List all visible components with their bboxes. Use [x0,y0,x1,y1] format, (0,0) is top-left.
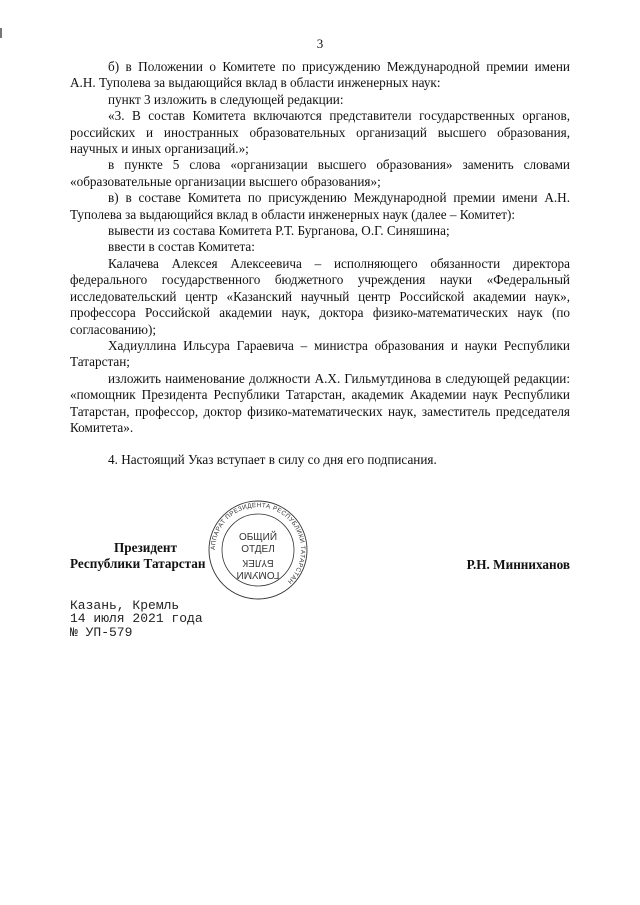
stamp-line-4: БҮЛЕК [242,557,274,568]
paragraph-khadiullin: Хадиуллина Ильсура Гараевича – министра образования и науки Республики Татарстан; [70,337,570,370]
paragraph-v-intro: в) в составе Комитета по присуждению Международной премии имени А.Н. Туполева за выдающийся вклад в области инженерных наук (далее – Комитет): [70,190,570,222]
decree-body [70,59,570,469]
paragraph-gap [70,436,570,452]
paragraph-b-intro: б) в Положении о Комитете по присуждению Международной премии имени А.Н. Туполева за выдающийся вклад в области инженерных наук: [70,59,570,91]
decree-date: 14 июля 2021 года [70,611,203,627]
signatory-title [70,540,206,573]
paragraph-point5: в пункте 5 слова «организации высшего образования» заменить словами «образовательные организации высшего образования»; [70,157,570,189]
official-stamp [193,500,323,600]
stamp-line-1: ОБЩИЙ [238,532,278,543]
decree-place: Казань, Кремль [70,598,180,613]
paragraph-add-members: ввести в состав Комитета: [108,239,255,255]
signatory-title-line1: Президент [114,540,177,555]
stamp-line-3: ГОМУМИ [236,569,280,580]
decree-meta [70,599,203,639]
paragraph-kalachev: Калачева Алексея Алексеевича – исполняющего обязанности директора федерального государственного бюджетного учреждения науки «Федеральный исследовательский центр «Казанский научный центр Российской академии наук», профессора Российской академии наук, доктора физико-математических наук (по согласованию); [70,255,570,337]
paragraph-point3-text: «3. В состав Комитета включаются представители государственных органов, российских и иностранных образовательных организаций высшего образования, научных и иных организаций.»; [70,108,570,157]
decree-number: № УП-579 [70,624,133,640]
page-number: 3 [316,36,324,51]
stamp-line-2: ОТДЕЛ [241,544,275,555]
paragraph-remove-members: вывести из состава Комитета Р.Т. Бурганова, О.Г. Синяшина; [108,223,450,239]
signatory-name: Р.Н. Минниханов [466,557,570,572]
stamp-ring-text: АППАРАТ ПРЕЗИДЕНТА РЕСПУБЛИКИ ТАТАРСТАН [209,501,307,586]
paragraph-gilmutdinov: изложить наименование должности А.Х. Гильмутдинова в следующей редакции: «помощник Президента Республики Татарстан, академик Академии наук Республики Татарстан, профессор, доктор физико-математических наук, заместитель председателя Комитета». [70,370,570,435]
paragraph-point3: пункт 3 изложить в следующей редакции: [108,91,344,107]
paragraph-entry-into-force: 4. Настоящий Указ вступает в силу со дня его подписания. [108,452,437,468]
signatory-title-line2: Республики Татарстан [70,556,206,572]
